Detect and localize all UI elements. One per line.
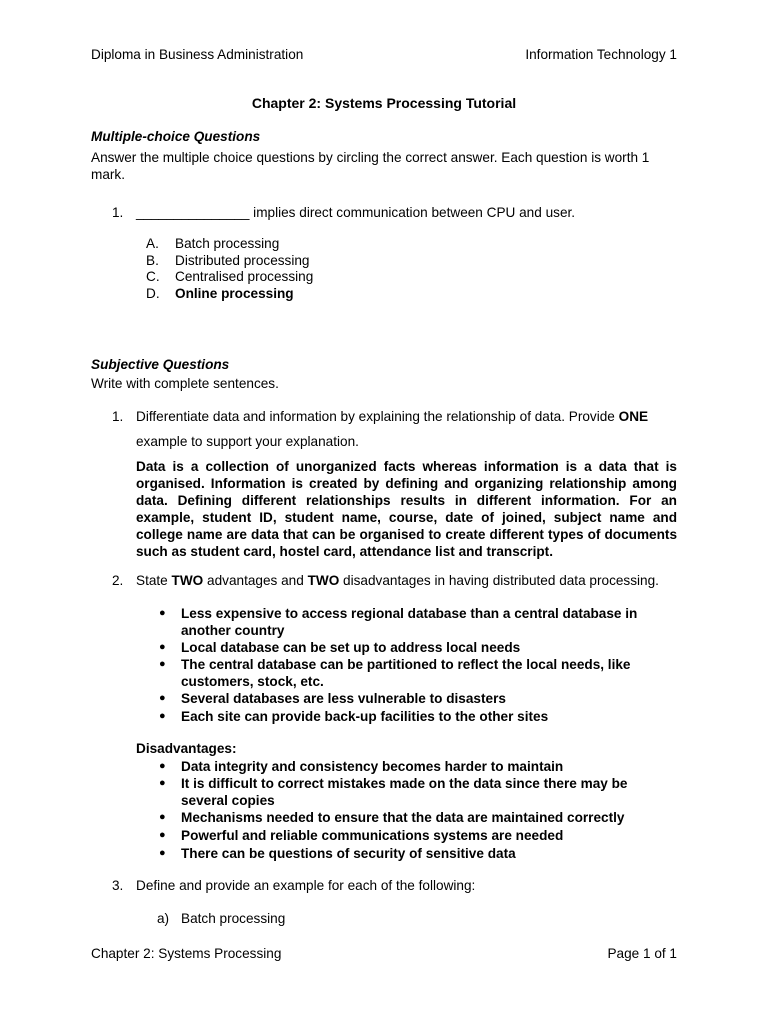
subjective-q1-question bbox=[136, 408, 648, 425]
footer-left: Chapter 2: Systems Processing bbox=[91, 946, 282, 961]
subjective-heading: Subjective Questions bbox=[91, 357, 230, 372]
bullet-icon: ● bbox=[159, 847, 166, 859]
page-title: Chapter 2: Systems Processing Tutorial bbox=[251, 95, 517, 111]
mcq-instructions-line2: mark. bbox=[91, 167, 125, 182]
footer-page-number: Page 1 of 1 bbox=[607, 946, 677, 961]
sub-question-text: Batch processing bbox=[181, 911, 286, 926]
option-letter: D. bbox=[146, 286, 160, 301]
bullet-icon: ● bbox=[159, 607, 166, 619]
sub-question-label: a) bbox=[157, 911, 170, 926]
option-text: Distributed processing bbox=[175, 253, 310, 268]
subjective-q1-number: 1. bbox=[112, 409, 124, 424]
subjective-instructions: Write with complete sentences. bbox=[91, 376, 279, 391]
subjective-q2-question bbox=[136, 572, 659, 589]
list-item: several copies bbox=[181, 793, 275, 808]
bullet-icon: ● bbox=[159, 777, 166, 789]
list-item: Less expensive to access regional database than a central database in bbox=[181, 606, 638, 621]
disadvantages-heading: Disadvantages: bbox=[136, 741, 237, 756]
bullet-icon: ● bbox=[159, 658, 166, 670]
subjective-q1-answer: Data is a collection of unorganized facts whereas information is a data that is organised. Information is created by defining and organizing relationship among data. Defining different relationships results in different information. For an example, student ID, student name, course, date of joined, subject name and college name are data that can be organised to create different types of documents such as student card, hostel card, attendance list and transcript. bbox=[136, 459, 677, 559]
question-emphasis: TWO bbox=[171, 573, 204, 588]
bullet-icon: ● bbox=[159, 829, 166, 841]
list-item: Data integrity and consistency becomes harder to maintain bbox=[181, 759, 564, 774]
list-item: The central database can be partitioned to reflect the local needs, like bbox=[181, 657, 631, 672]
bullet-icon: ● bbox=[159, 710, 166, 722]
option-letter: B. bbox=[146, 253, 159, 268]
list-item: another country bbox=[181, 623, 285, 638]
list-item: Local database can be set up to address local needs bbox=[181, 640, 521, 655]
list-item: Mechanisms needed to ensure that the data are maintained correctly bbox=[181, 810, 625, 825]
subjective-q3-number: 3. bbox=[112, 878, 124, 893]
bullet-icon: ● bbox=[159, 760, 166, 772]
option-letter: A. bbox=[146, 236, 159, 251]
question-text: advantages and bbox=[203, 573, 308, 588]
question-text: Differentiate data and information by explaining the relationship of data. Provide bbox=[136, 409, 619, 424]
bullet-icon: ● bbox=[159, 692, 166, 704]
header-right: Information Technology 1 bbox=[525, 47, 677, 62]
list-item: There can be questions of security of sensitive data bbox=[181, 846, 516, 861]
option-text: Centralised processing bbox=[175, 269, 314, 284]
mcq-q1-question bbox=[136, 204, 575, 221]
mcq-instructions-line1: Answer the multiple choice questions by circling the correct answer. Each question is worth 1 bbox=[91, 150, 650, 165]
bullet-icon: ● bbox=[159, 641, 166, 653]
header-left: Diploma in Business Administration bbox=[91, 47, 304, 62]
list-item: Several databases are less vulnerable to disasters bbox=[181, 691, 506, 706]
question-text: disadvantages in having distributed data processing. bbox=[339, 573, 659, 588]
bullet-icon: ● bbox=[159, 811, 166, 823]
list-item: Each site can provide back-up facilities to the other sites bbox=[181, 709, 549, 724]
mcq-heading: Multiple-choice Questions bbox=[91, 129, 261, 144]
list-item: Powerful and reliable communications systems are needed bbox=[181, 828, 564, 843]
question-emphasis: ONE bbox=[618, 409, 649, 424]
option-text: Batch processing bbox=[175, 236, 280, 251]
mcq-q1-number: 1. bbox=[112, 205, 124, 220]
subjective-q1-question-line2: example to support your explanation. bbox=[136, 434, 359, 449]
question-text: State bbox=[136, 573, 172, 588]
question-emphasis: TWO bbox=[307, 573, 340, 588]
list-item: It is difficult to correct mistakes made on the data since there may be bbox=[181, 776, 628, 791]
mcq-q1-text: implies direct communication between CPU and user. bbox=[249, 205, 576, 220]
option-letter: C. bbox=[146, 269, 160, 284]
option-text-correct: Online processing bbox=[175, 286, 294, 301]
list-item: customers, stock, etc. bbox=[181, 674, 324, 689]
subjective-q3-question: Define and provide an example for each of the following: bbox=[136, 878, 476, 893]
answer-blank: _______________ bbox=[136, 205, 250, 220]
subjective-q2-number: 2. bbox=[112, 573, 124, 588]
